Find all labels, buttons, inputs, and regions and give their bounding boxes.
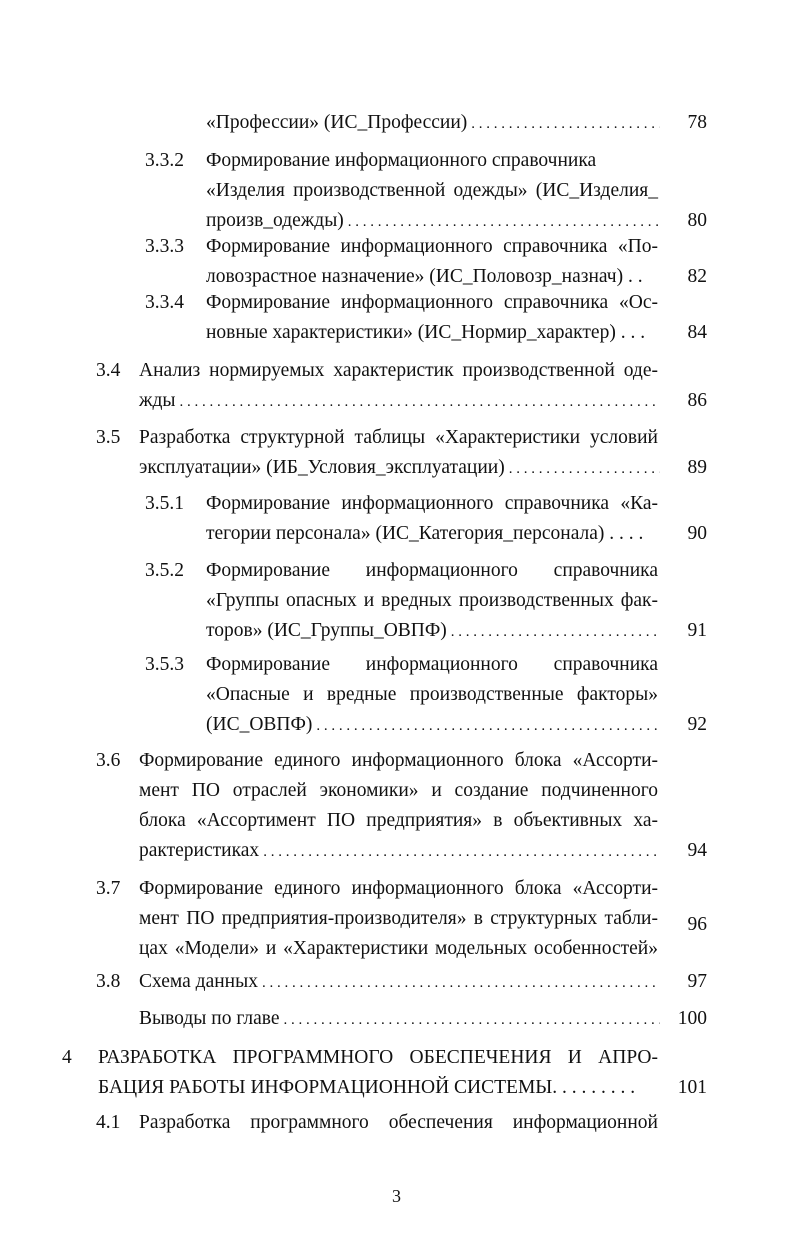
- toc-page-number: 101: [677, 1077, 707, 1098]
- toc-page-number: 80: [687, 210, 707, 231]
- toc-entry-number: 3.6: [96, 750, 121, 771]
- toc-entry-number: 3.3.4: [145, 292, 184, 313]
- toc-page-number: 97: [687, 971, 707, 992]
- toc-page-number: 100: [677, 1008, 707, 1029]
- dot-leader: [451, 618, 660, 645]
- toc-entry-text: тегории персонала» (ИС_Категория_персонала) . . . .: [206, 523, 644, 544]
- toc-entry-number: 4: [62, 1047, 72, 1068]
- toc-page-number: 92: [687, 714, 707, 735]
- toc-entry-text: Формирование информационного справочника: [206, 654, 658, 675]
- toc-entry-text: БАЦИЯ РАБОТЫ ИНФОРМАЦИОННОЙ СИСТЕМЫ. . . . . . . . .: [98, 1077, 636, 1098]
- toc-entry-text: жды: [139, 390, 176, 411]
- toc-entry-text: Разработка структурной таблицы «Характеристики условий: [139, 427, 658, 448]
- dot-leader: [348, 208, 660, 235]
- toc-page-number: 91: [687, 620, 707, 641]
- toc-entry-text: Выводы по главе: [139, 1008, 280, 1029]
- toc-entry-text: блока «Ассортимент ПО предприятия» в объективных ха-: [139, 810, 658, 831]
- toc-entry-text: Формирование информационного справочника: [206, 560, 658, 581]
- toc-page-number: 82: [687, 266, 707, 287]
- toc-entry-text: Анализ нормируемых характеристик производственной оде-: [139, 360, 658, 381]
- dot-leader: [180, 388, 661, 415]
- toc-entry-number: 4.1: [96, 1112, 121, 1133]
- toc-entry-text: торов» (ИС_Группы_ОВПФ): [206, 620, 447, 641]
- toc-entry-number: 3.7: [96, 878, 121, 899]
- toc-page-number: 94: [687, 840, 707, 861]
- toc-entry-text: Разработка программного обеспечения информационной: [139, 1112, 658, 1133]
- dot-leader: [509, 455, 660, 482]
- toc-entry-text: (ИС_ОВПФ): [206, 714, 313, 735]
- toc-entry-text: Формирование единого информационного блока «Ассорти-: [139, 878, 658, 899]
- toc-entry-text: новные характеристики» (ИС_Нормир_характер) . . .: [206, 322, 646, 343]
- toc-entry-text: эксплуатации» (ИБ_Условия_эксплуатации): [139, 457, 505, 478]
- toc-entry-text: произв_одежды): [206, 210, 344, 231]
- page-number-footer: 3: [392, 1186, 401, 1206]
- toc-entry-text: мент ПО предприятия-производителя» в структурных табли-: [139, 908, 658, 929]
- toc-page-number: 78: [687, 112, 707, 133]
- toc-entry-text: РАЗРАБОТКА ПРОГРАММНОГО ОБЕСПЕЧЕНИЯ И АПРО-: [98, 1047, 658, 1068]
- dot-leader: [262, 969, 660, 996]
- toc-entry-text: Формирование информационного справочника: [206, 150, 597, 171]
- toc-page-number: 86: [687, 390, 707, 411]
- toc-entry-number: 3.5.3: [145, 654, 184, 675]
- toc-entry-number: 3.3.3: [145, 236, 184, 257]
- toc-entry-text: «Изделия производственной одежды» (ИС_Изделия_: [206, 180, 658, 201]
- toc-entry-text: Формирование информационного справочника «Ка-: [206, 493, 658, 514]
- toc-page-number: 89: [687, 457, 707, 478]
- toc-entry-text: «Профессии» (ИС_Профессии): [206, 112, 468, 133]
- dot-leader: [471, 110, 660, 137]
- toc-entry-text: «Группы опасных и вредных производственных фак-: [206, 590, 658, 611]
- dot-leader: [283, 1006, 660, 1033]
- toc-page-number: 84: [687, 322, 707, 343]
- toc-entry-number: 3.3.2: [145, 150, 184, 171]
- toc-page-number: 90: [687, 523, 707, 544]
- toc-entry-text: рактеристиках: [139, 840, 260, 861]
- toc-entry-number: 3.8: [96, 971, 121, 992]
- toc-entry-text: Формирование информационного справочника «По-: [206, 236, 658, 257]
- toc-entry-text: ловозрастное назначение» (ИС_Половозр_назнач) . .: [206, 266, 643, 287]
- toc-entry-number: 3.5.1: [145, 493, 184, 514]
- toc-entry-text: Формирование информационного справочника «Ос-: [206, 292, 658, 313]
- toc-entry-number: 3.4: [96, 360, 121, 381]
- toc-entry-text: мент ПО отраслей экономики» и создание подчиненного: [139, 780, 658, 801]
- dot-leader: [316, 712, 660, 739]
- toc-entry-number: 3.5.2: [145, 560, 184, 581]
- toc-entry-number: 3.5: [96, 427, 121, 448]
- toc-entry-text: Схема данных: [139, 971, 258, 992]
- dot-leader: [263, 838, 660, 865]
- toc-entry-text: Формирование единого информационного блока «Ассорти-: [139, 750, 658, 771]
- toc-entry-text: «Опасные и вредные производственные факторы»: [206, 684, 658, 705]
- toc-entry-text: цах «Модели» и «Характеристики модельных особенностей»: [139, 938, 658, 959]
- toc-page-number: 96: [687, 914, 707, 935]
